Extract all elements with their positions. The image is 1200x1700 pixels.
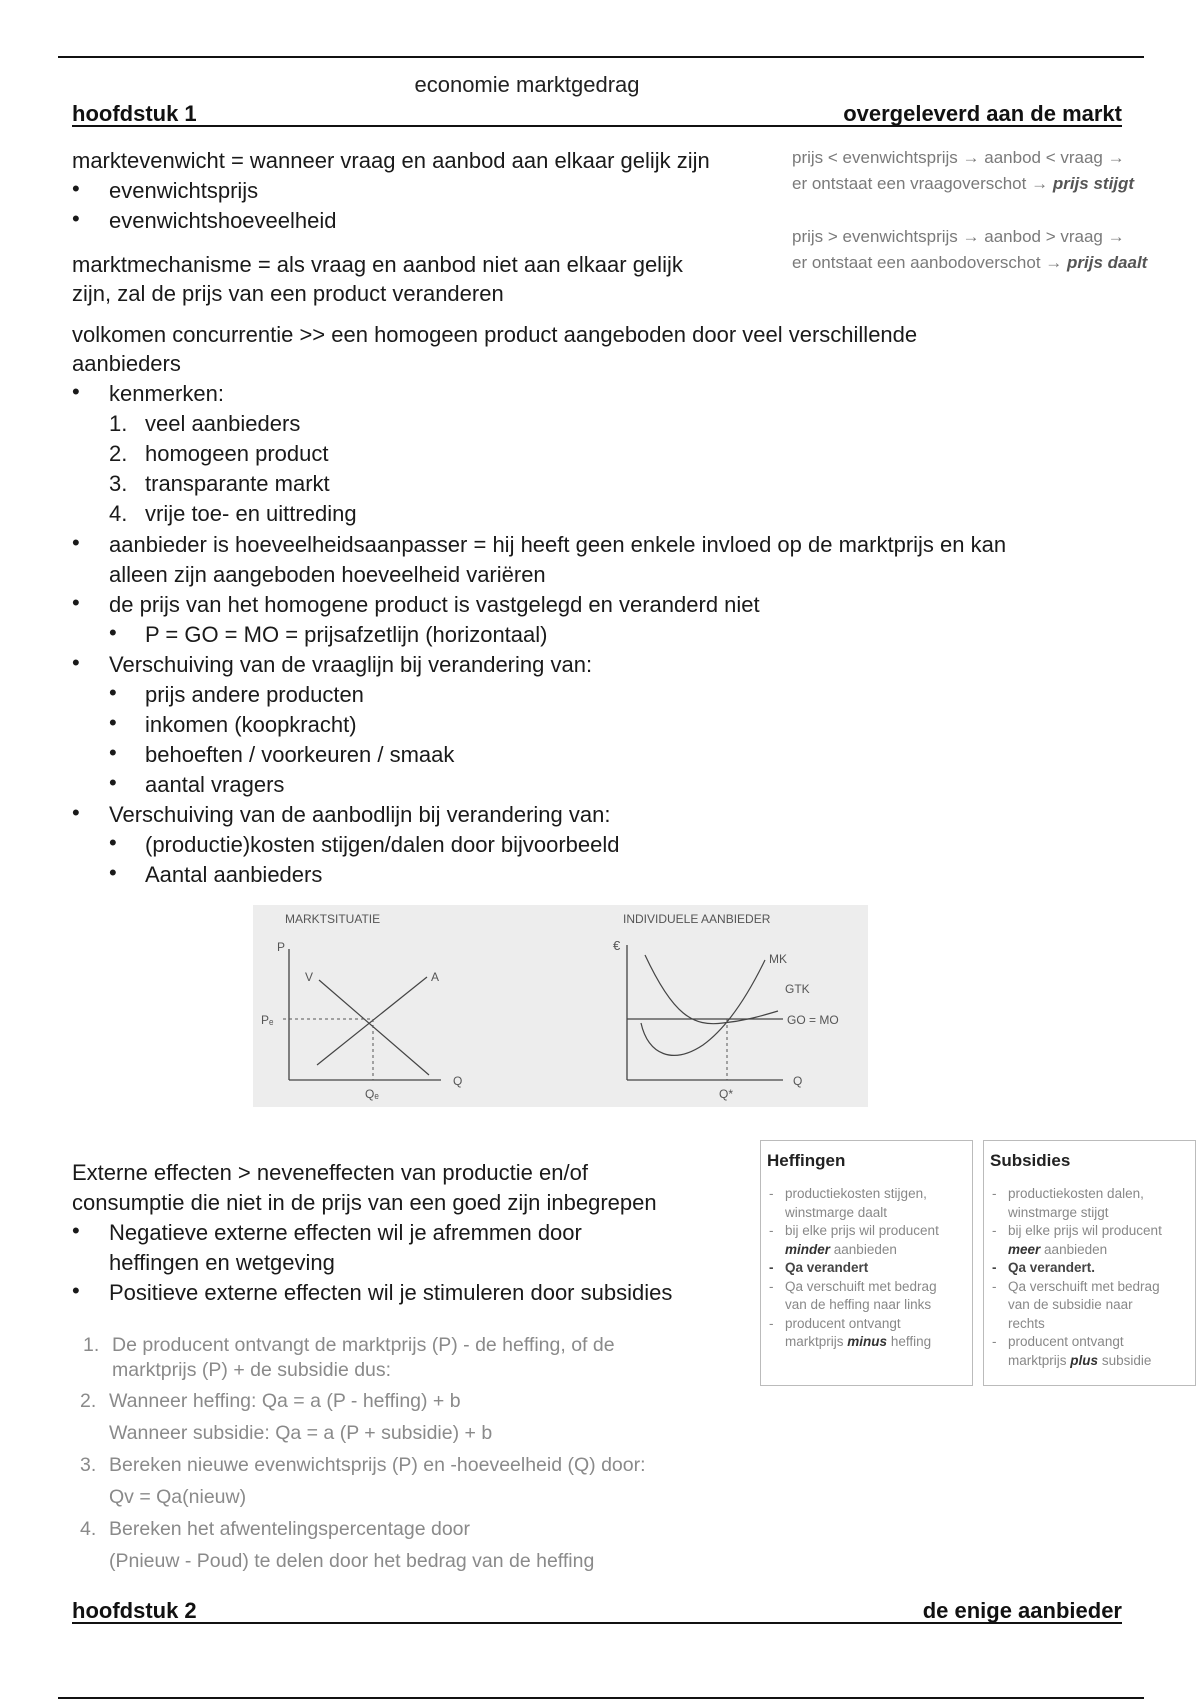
chapter1-underline [72, 125, 1122, 127]
externe-line2: consumptie die niet in de prijs van een goed zijn inbegrepen [72, 1190, 657, 1215]
optimal-quantity-label: Q* [719, 1087, 734, 1101]
left-axis-label-q: Q [453, 1074, 463, 1088]
document-title: economie marktgedrag [414, 72, 640, 97]
step-text: Bereken nieuwe evenwichtsprijs (P) en -hoeveelheid (Q) door: [109, 1454, 646, 1476]
heffingen-list [761, 1185, 972, 1352]
side-note-text: er ontstaat een aanbodoverschot → [792, 253, 1063, 272]
step-number: 3. [80, 1454, 97, 1476]
list-number: 2. [109, 441, 128, 466]
negatief-line1: Negatieve externe effecten wil je afremmen door [109, 1220, 582, 1245]
marktmechanisme-line1: marktmechanisme = als vraag en aanbod niet aan elkaar gelijk [72, 252, 683, 277]
list-item: - productiekosten dalen, winstmarge stijgt [992, 1185, 1189, 1222]
externe-line1: Externe effecten > neveneffecten van productie en/of [72, 1160, 588, 1185]
side-note-text: prijs < evenwichtsprijs → aanbod < vraag → [792, 148, 1125, 167]
aanbod-label: Verschuiving van de aanbodlijn bij verandering van: [109, 802, 611, 827]
side-note-emphasis: prijs daalt [1067, 253, 1148, 272]
right-axis-label-euro: € [613, 938, 621, 953]
list-item: vrije toe- en uittreding [145, 501, 357, 526]
step-text: marktprijs (P) + de subsidie dus: [112, 1359, 392, 1381]
gtk-curve [645, 955, 778, 1024]
heffingen-box [760, 1140, 973, 1386]
supply-label: A [431, 970, 440, 984]
side-note-2 [792, 224, 1147, 276]
list-item: transparante markt [145, 471, 330, 496]
positief-line: Positieve externe effecten wil je stimuleren door subsidies [109, 1280, 673, 1305]
list-item: prijs andere producten [145, 682, 364, 707]
prijs-sub: P = GO = MO = prijsafzetlijn (horizontaal) [145, 622, 548, 647]
chapter1-label: hoofdstuk 1 [72, 101, 197, 126]
step-text: Bereken het afwentelingspercentage door [109, 1518, 470, 1540]
marktevenwicht-definition: marktevenwicht = wanneer vraag en aanbod aan elkaar gelijk zijn [72, 148, 710, 173]
list-item: - Qa verandert. [992, 1259, 1189, 1278]
step-number: 4. [80, 1518, 97, 1540]
side-note-1 [792, 145, 1134, 197]
chapter2-underline [72, 1622, 1122, 1624]
demand-label: V [305, 970, 314, 984]
list-item: homogeen product [145, 441, 329, 466]
list-item: (productie)kosten stijgen/dalen door bijvoorbeeld [145, 832, 620, 857]
top-rule [58, 56, 1144, 58]
subsidies-title: Subsidies [990, 1151, 1071, 1170]
left-panel-title: MARKTSITUATIE [285, 912, 381, 926]
list-item: evenwichtshoeveelheid [109, 208, 337, 233]
right-panel-title: INDIVIDUELE AANBIEDER [623, 912, 771, 926]
marktmechanisme-line2: zijn, zal de prijs van een product veranderen [72, 281, 504, 306]
list-item: behoeften / voorkeuren / smaak [145, 742, 455, 767]
list-item: - Qa verschuift met bedrag van de subsidie naar rechts [992, 1278, 1189, 1334]
right-axis-label-q: Q [793, 1074, 803, 1088]
side-note-emphasis: prijs stijgt [1052, 174, 1135, 193]
supply-line [317, 977, 427, 1065]
step-number: 1. [83, 1334, 100, 1356]
market-figure-svg [253, 905, 868, 1107]
list-item: aantal vragers [145, 772, 285, 797]
gtk-label: GTK [785, 982, 810, 996]
kenmerken-label: kenmerken: [109, 381, 224, 406]
step-text: Qv = Qa(nieuw) [109, 1486, 247, 1508]
side-note-text: prijs > evenwichtsprijs → aanbod > vraag → [792, 227, 1125, 246]
list-item: veel aanbieders [145, 411, 301, 436]
list-item: evenwichtsprijs [109, 178, 259, 203]
bullet: • [72, 206, 80, 231]
bullet: • [109, 620, 117, 645]
vraag-label: Verschuiving van de vraaglijn bij verandering van: [109, 652, 593, 677]
list-item: - producent ontvangt marktprijs minus heffing [769, 1315, 966, 1352]
list-item: - Qa verschuift met bedrag van de heffing naar links [769, 1278, 966, 1315]
bullet: • [109, 830, 117, 855]
step-text: (Pnieuw - Poud) te delen door het bedrag van de heffing [109, 1550, 595, 1572]
heffingen-title: Heffingen [767, 1151, 846, 1170]
bullet: • [109, 770, 117, 795]
bullet: • [72, 379, 80, 404]
hoeveelheid-line1: aanbieder is hoeveelheidsaanpasser = hij heeft geen enkele invloed op de marktprijs en kan [109, 532, 1007, 557]
chapter2-label: hoofdstuk 2 [72, 1598, 197, 1623]
bullet: • [109, 680, 117, 705]
bullet: • [109, 710, 117, 735]
subsidies-list [984, 1185, 1195, 1370]
list-item: - Qa verandert [769, 1259, 966, 1278]
hoeveelheid-line2: alleen zijn aangeboden hoeveelheid variëren [109, 562, 546, 587]
bullet: • [72, 1218, 80, 1243]
list-item: - producent ontvangt marktprijs plus subsidie [992, 1333, 1189, 1370]
list-item: inkomen (koopkracht) [145, 712, 357, 737]
list-number: 1. [109, 411, 128, 436]
bullet: • [109, 860, 117, 885]
go-mo-label: GO = MO [787, 1013, 839, 1027]
subsidies-box [983, 1140, 1196, 1386]
step-text: Wanneer subsidie: Qa = a (P + subsidie) + b [109, 1422, 493, 1444]
step-number: 2. [80, 1390, 97, 1412]
bullet: • [72, 650, 80, 675]
market-figure [253, 905, 868, 1107]
list-item: Aantal aanbieders [145, 862, 323, 887]
chapter1-title: overgeleverd aan de markt [843, 101, 1122, 126]
bullet: • [72, 176, 80, 201]
chapter2-title: de enige aanbieder [922, 1598, 1122, 1623]
equilibrium-quantity-label: Qₑ [365, 1087, 379, 1101]
prijs-line: de prijs van het homogene product is vastgelegd en veranderd niet [109, 592, 760, 617]
list-item: - productiekosten stijgen, winstmarge daalt [769, 1185, 966, 1222]
equilibrium-price-label: Pₑ [261, 1013, 274, 1027]
bullet: • [72, 800, 80, 825]
side-note-text: er ontstaat een vraagoverschot → [792, 174, 1049, 193]
list-item: - bij elke prijs wil producent meer aanbieden [992, 1222, 1189, 1259]
list-number: 4. [109, 501, 128, 526]
demand-line [319, 980, 429, 1075]
volkomen-line2: aanbieders [72, 351, 181, 376]
volkomen-line1: volkomen concurrentie >> een homogeen product aangeboden door veel verschillende [72, 322, 918, 347]
negatief-line2: heffingen en wetgeving [109, 1250, 335, 1275]
list-number: 3. [109, 471, 128, 496]
bullet: • [72, 1278, 80, 1303]
mk-curve [641, 960, 765, 1055]
step-text: Wanneer heffing: Qa = a (P - heffing) + b [109, 1390, 461, 1412]
list-item: - bij elke prijs wil producent minder aanbieden [769, 1222, 966, 1259]
step-text: De producent ontvangt de marktprijs (P) - de heffing, of de [112, 1334, 615, 1356]
mk-label: MK [769, 952, 787, 966]
bottom-rule [58, 1697, 1144, 1699]
bullet: • [72, 530, 80, 555]
bullet: • [109, 740, 117, 765]
left-axis-label-p: P [277, 940, 286, 954]
bullet: • [72, 590, 80, 615]
